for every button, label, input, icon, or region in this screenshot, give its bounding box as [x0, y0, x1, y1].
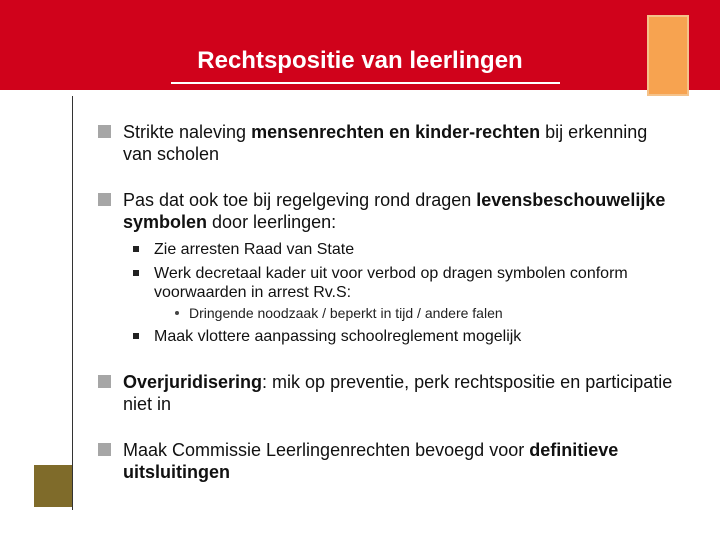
title-underline: [171, 82, 560, 84]
bullet-text: Pas dat ook toe bij regelgeving rond dragen: [123, 190, 477, 210]
square-bullet-icon: [98, 125, 111, 138]
bullet-emphasis: Overjuridisering: [123, 372, 263, 392]
vertical-divider: [72, 96, 73, 510]
square-bullet-icon: [98, 443, 111, 456]
sub-bullet-item: [133, 240, 693, 259]
bullet-item: [98, 439, 678, 483]
bullet-text: door leerlingen:: [207, 212, 337, 232]
square-bullet-icon: [98, 193, 111, 206]
bullet-item: [98, 121, 678, 165]
sub-bullet-text: Zie arresten Raad van State: [154, 241, 355, 258]
bullet-item: [98, 371, 678, 415]
dot-bullet-icon: [175, 311, 179, 315]
sub-bullet-item: [133, 327, 693, 346]
sub-bullet-text: Werk decretaal kader uit voor verbod op dragen symbolen conform voorwaarden in arrest Rv.S:: [154, 265, 628, 301]
sub-bullet-item: [133, 264, 693, 302]
bullet-emphasis: definitieve uitsluitingen: [123, 440, 619, 482]
sub-bullet-text: Maak vlottere aanpassing schoolreglement mogelijk: [154, 328, 522, 345]
sub-sub-bullet-text: Dringende noodzaak / beperkt in tijd / andere falen: [189, 305, 503, 321]
square-bullet-icon: [98, 375, 111, 388]
small-square-bullet-icon: [133, 333, 139, 339]
bullet-text: : mik op preventie, perk rechtspositie en participatie niet in: [123, 372, 673, 414]
sub-sub-bullet-item: [175, 305, 503, 322]
bullet-emphasis: levensbeschouwelijke symbolen: [123, 190, 666, 232]
slide-title: Rechtspositie van leerlingen: [197, 47, 523, 74]
bullet-emphasis: mensenrechten en kinder-rechten: [251, 122, 541, 142]
small-square-bullet-icon: [133, 270, 139, 276]
bullet-item: [98, 189, 678, 233]
decorative-olive-block: [34, 465, 72, 507]
bullet-text: Strikte naleving: [123, 122, 252, 142]
bullet-text: bij erkenning van scholen: [123, 122, 648, 164]
bullet-text: Maak Commissie Leerlingenrechten bevoegd voor: [123, 440, 530, 460]
small-square-bullet-icon: [133, 246, 139, 252]
